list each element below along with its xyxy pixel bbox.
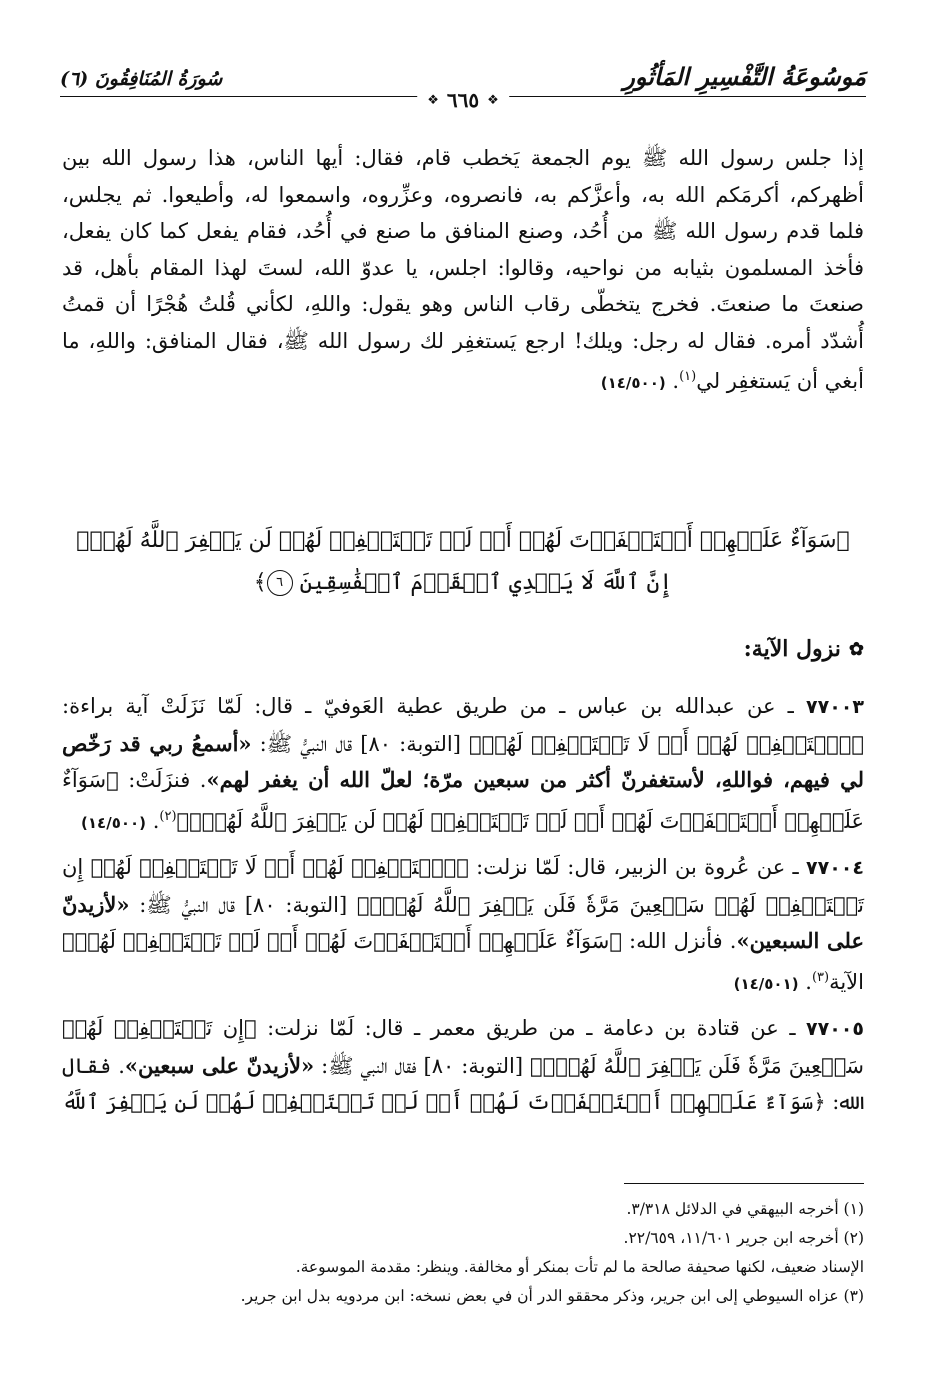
narration-paragraph: إذا جلس رسول الله ﷺ يوم الجمعة يَخطب قام، فقال: أيها الناس، هذا رسول الله بين أظهركم، أكرمَكم الله به، وأعزَّكم به، فانصروه، وعزِّروه، واسمعوا له، وأطيعوا. ثم يجلس، فلما قدم رسول الله ﷺ من أُحُد، وصنع المنافق ما صنع في أُحُد، فقام يفعل كما كان يفعل، فأخذ المسلمون بثيابه من نواحيه، وقالوا: اجلس، يا عدوّ الله، لستَ لهذا المقام بأهل، قد صنعتَ ما صنعتَ. فخرج يتخطّى رقاب الناس وهو يقول: واللهِ، لكأني قُلتُ هُجْرًا أن قمتُ أُشدّد أمره. فقال له رجل: ويلك! ارجع يَستغفِر لك رسول الله ﷺ، فقال المنافق: واللهِ، ما أبغي أن يَستغفِر لي$^{(١)}$. (١٤/٥٠٠) [62, 146, 864, 393]
narration-entries [62, 688, 864, 1129]
ornament-icon: ❖ [427, 92, 439, 108]
section-heading [744, 636, 864, 662]
footnote-reference[interactable]: (٢) [159, 808, 177, 824]
entry-text: . فقال الله: ﴿سَوَآءٌ عَلَيۡهِمۡ أَسۡتَغۡفَرۡتَ لَهُمۡ أَمۡ لَمۡ تَسۡتَغۡفِرۡ لَهُمۡ لَن يَغۡفِرَ ٱللَّهُ [62, 1053, 864, 1114]
hadith-quote: «أسمعُ ربي قد رَخّص لي فيهم، فواللهِ، لأستغفرنّ أكثر من سبعين مرّة؛ لعلّ الله أن يغفر لهم» [62, 730, 864, 792]
footnote-reference[interactable]: (٣) [811, 969, 830, 985]
narration-entry [62, 1010, 864, 1121]
entry-number: ٧٧٠٠٤ [806, 857, 864, 879]
page-header [60, 58, 866, 110]
footnotes [62, 1195, 864, 1311]
quran-line: ﴿سَوَآءٌ عَلَيۡهِمۡ أَسۡتَغۡفَرۡتَ لَهُمۡ أَمۡ لَمۡ تَسۡتَغۡفِرۡ لَهُمۡ لَن يَغۡفِرَ ٱللَّهُ لَهُمۡۚ [76, 528, 850, 553]
footnote: (٣) عزاه السيوطي إلى ابن جرير، وذكر محققو الدر أن في بعض نسخه: ابن مردويه بدل ابن جرير. [240, 1287, 864, 1305]
hadith-quote: «لأزيدنّ على سبعين» [124, 1052, 315, 1078]
entry-number: ٧٧٠٠٥ [806, 1018, 864, 1040]
page-number: ٦٦٥ [446, 88, 480, 112]
entry-text: ـ عن عبدالله بن عباس ـ من طريق عطية العَوفيّ ـ قال: لَمّا نَزَلَتْ آية براءة: ﴿ٱسۡتَغۡفِرۡ لَهُمۡ أَوۡ لَا تَسۡتَغۡفِرۡ لَهُمۡ﴾ [التوبة: ٨٠] قال النبيُّ ﷺ: [62, 694, 864, 756]
section-heading-text: نزول الآية: [743, 636, 841, 662]
quran-close-bracket: ﴾ [253, 570, 267, 595]
paragraph-text: إذا جلس رسول الله ﷺ يوم الجمعة يَخطب قام، فقال: أيها الناس، هذا رسول الله بين أظهركم، أكرمَكم الله به، وأعزَّكم به، فانصروه، وعزِّروه، واسمعوا له، وأطيعوا. ثم يجلس، فلما قدم رسول الله ﷺ من أُحُد، وصنع المنافق ما صنع في أُحُد، فقام يفعل كما كان يفعل، فأخذ المسلمون بثيابه من نواحيه، وقالوا: اجلس، يا عدوّ الله، لستَ لهذا المقام بأهل، قد صنعتَ ما صنعتَ. فخرج يتخطّى رقاب الناس وهو يقول: واللهِ، لكأني قُلتُ هُجْرًا أن قمتُ أُشدّد أمره. فقال له رجل: ويلك! ارجع يَستغفِر لك رسول الله ﷺ، فقال المنافق: واللهِ، ما أبغي أن يَستغفِر لي [62, 146, 864, 393]
footnote: (١) أخرجه البيهقي في الدلائل ٣/٣١٨. [626, 1200, 864, 1218]
ornament-icon: ❖ [487, 92, 499, 108]
volume-page-reference: (١٤/٥٠١) [733, 974, 799, 993]
quran-line-text: إِنَّ ٱللَّهَ لَا يَهۡدِي ٱلۡقَوۡمَ ٱلۡفَٰسِقِينَ [299, 570, 673, 595]
entry-number: ٧٧٠٠٣ [806, 696, 864, 718]
footnote: (٢) أخرجه ابن جرير ١١/٦٠١، ٢٢/٦٥٩. [623, 1229, 864, 1247]
entry-text: . فأنزل الله: ﴿سَوَآءٌ عَلَيۡهِمۡ أَسۡتَغۡفَرۡتَ لَهُمۡ أَمۡ لَمۡ تَسۡتَغۡفِرۡ لَهُمۡ﴾ الآية [62, 929, 864, 994]
volume-page-reference: (١٤/٥٠٠) [81, 813, 147, 832]
narration-entry: ٧٧٠٠٤ ـ عن عُروة بن الزبير، قال: لَمّا نزلت: ﴿ٱسۡتَغۡفِرۡ لَهُمۡ أَوۡ لَا تَسۡتَغۡفِرۡ لَهُمۡ إِن تَسۡتَغۡفِرۡ لَهُمۡ سَبۡعِينَ مَرَّةٗ فَلَن يَغۡفِرَ ٱللَّهُ لَهُمۡۚ﴾ [التوبة: ٨٠] قال النبيُّ ﷺ: «لأزيدنّ على السبعين». فأنزل الله: ﴿سَوَآءٌ عَلَيۡهِمۡ أَسۡتَغۡفَرۡتَ لَهُمۡ أَمۡ لَمۡ تَسۡتَغۡفِرۡ لَهُمۡ﴾ الآية$^{(٣)}$. (١٤/٥٠١) [62, 855, 865, 994]
quran-line [62, 562, 864, 604]
book-title: مَوسُوعَةُ التَّفْسِيرِ المَأثُورِ [623, 62, 866, 91]
entry-text: . فنزَلَتْ: ﴿سَوَآءٌ عَلَيۡهِمۡ أَسۡتَغۡفَرۡتَ لَهُمۡ أَمۡ لَمۡ تَسۡتَغۡفِرۡ لَهُمۡ لَن يَغۡفِرَ ٱللَّهُ لَهُمۡۚ﴾ [62, 768, 864, 833]
footnote-divider [624, 1183, 864, 1184]
flower-ornament-icon: ✿ [848, 638, 864, 660]
entry-text: ـ عن قتادة بن دعامة ـ من طريق معمر ـ قال: لَمّا نزلت: ﴿إِن تَسۡتَغۡفِرۡ لَهُمۡ سَبۡعِينَ مَرَّةٗ فَلَن يَغۡفِرَ ٱللَّهُ لَهُمۡۚ﴾ [التوبة: ٨٠] فقال النبي ﷺ: [62, 1016, 864, 1078]
page-number-block [417, 88, 509, 112]
narration-entry: ٧٧٠٠٣ ـ عن عبدالله بن عباس ـ من طريق عطية العَوفيّ ـ قال: لَمّا نَزَلَتْ آية براءة: ﴿ٱسۡتَغۡفِرۡ لَهُمۡ أَوۡ لَا تَسۡتَغۡفِرۡ لَهُمۡ﴾ [التوبة: ٨٠] قال النبيُّ ﷺ: «أسمعُ ربي قد رَخّص لي فيهم، فواللهِ، لأستغفرنّ أكثر من سبعين مرّة؛ لعلّ الله أن يغفر لهم». فنزَلَتْ: ﴿سَوَآءٌ عَلَيۡهِمۡ أَسۡتَغۡفَرۡتَ لَهُمۡ أَمۡ لَمۡ تَسۡتَغۡفِرۡ لَهُمۡ لَن يَغۡفِرَ ٱللَّهُ لَهُمۡۚ﴾$^{(٢)}$. (١٤/٥٠٠) [62, 694, 864, 833]
quran-verse-block [62, 520, 864, 604]
verse-number-icon: ٦ [267, 570, 293, 596]
footnote-reference[interactable]: (١) [679, 369, 697, 384]
footnote: الإسناد ضعيف، لكنها صحيفة صالحة ما لم تأت بمنكر أو مخالفة. وينظر: مقدمة الموسوعة. [295, 1258, 864, 1276]
entry-text: ـ عن عُروة بن الزبير، قال: لَمّا نزلت: ﴿ٱسۡتَغۡفِرۡ لَهُمۡ أَوۡ لَا تَسۡتَغۡفِرۡ لَهُمۡ إِن تَسۡتَغۡفِرۡ لَهُمۡ سَبۡعِينَ مَرَّةٗ فَلَن يَغۡفِرَ ٱللَّهُ لَهُمۡۚ﴾ [التوبة: ٨٠] قال النبيُّ ﷺ: [62, 855, 865, 917]
surah-title: سُورَةُ المُنَافِقُونَ (٦) [60, 68, 223, 90]
hadith-quote: «لأزيدنّ على السبعين» [62, 891, 864, 953]
volume-page-reference: (١٤/٥٠٠) [600, 374, 666, 392]
